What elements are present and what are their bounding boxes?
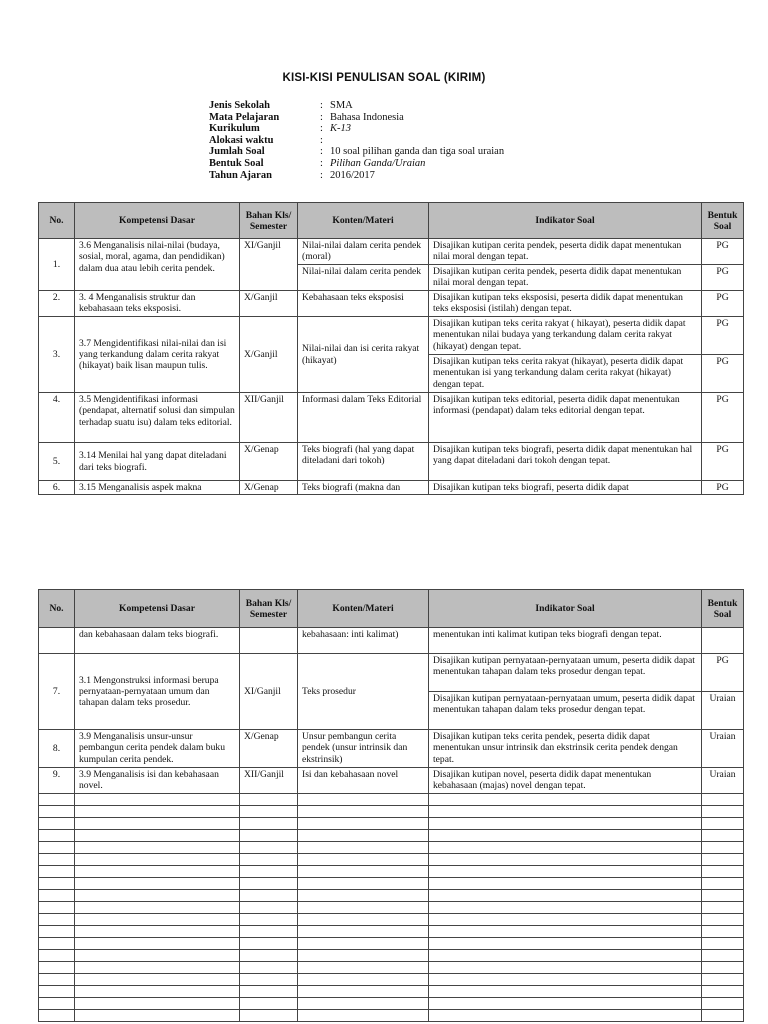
info-colon: : — [320, 111, 323, 123]
empty-cell — [75, 830, 240, 842]
header-konten-materi: Konten/Materi — [298, 590, 429, 628]
empty-cell — [429, 818, 702, 830]
info-row-kurikulum — [209, 123, 504, 135]
cell-kompetensi: 3.7 Mengidentifikasi nilai-nilai dan isi yang terkandung dalam cerita rakyat (hikayat) baik lisan maupun tulis. — [75, 317, 240, 393]
cell-kompetensi: 3.9 Menganalisis unsur-unsur pembangun cerita pendek dalam buku kumpulan cerita pendek. — [75, 730, 240, 768]
empty-cell — [75, 998, 240, 1010]
empty-cell — [39, 902, 75, 914]
empty-cell — [429, 890, 702, 902]
info-colon: : — [320, 157, 323, 169]
cell-konten: Nilai-nilai dalam cerita pendek (moral) — [298, 239, 429, 265]
cell-kelas: XII/Ganjil — [240, 393, 298, 443]
info-colon: : — [320, 100, 323, 111]
empty-cell — [39, 1010, 75, 1022]
header-bentuk-soal: Bentuk Soal — [702, 590, 744, 628]
empty-cell — [39, 794, 75, 806]
cell-no: 7. — [39, 654, 75, 730]
empty-table-row — [39, 902, 744, 914]
empty-cell — [702, 902, 744, 914]
empty-cell — [429, 878, 702, 890]
empty-cell — [75, 818, 240, 830]
table-row — [39, 654, 744, 692]
cell-indikator: menentukan inti kalimat kutipan teks biografi dengan tepat. — [429, 628, 702, 654]
empty-cell — [75, 926, 240, 938]
header-no: No. — [39, 590, 75, 628]
empty-cell — [240, 830, 298, 842]
cell-no: 9. — [39, 768, 75, 794]
empty-cell — [75, 866, 240, 878]
empty-cell — [39, 866, 75, 878]
cell-konten: Isi dan kebahasaan novel — [298, 768, 429, 794]
empty-cell — [298, 794, 429, 806]
empty-cell — [39, 974, 75, 986]
cell-kompetensi: 3.9 Menganalisis isi dan kebahasaan novel. — [75, 768, 240, 794]
cell-bentuk: PG — [702, 291, 744, 317]
empty-cell — [429, 974, 702, 986]
empty-cell — [39, 926, 75, 938]
empty-cell — [240, 854, 298, 866]
empty-table-row — [39, 998, 744, 1010]
cell-konten: Nilai-nilai dalam cerita pendek — [298, 265, 429, 291]
table-row — [39, 291, 744, 317]
cell-konten: Teks biografi (hal yang dapat diteladani dari tokoh) — [298, 443, 429, 481]
cell-kelas: XI/Ganjil — [240, 239, 298, 291]
empty-cell — [240, 914, 298, 926]
empty-cell — [429, 962, 702, 974]
cell-indikator: Disajikan kutipan teks biografi, peserta didik dapat menentukan hal yang dapat diteladani dari tokoh dengan tepat. — [429, 443, 702, 481]
empty-cell — [298, 1010, 429, 1022]
cell-no — [39, 628, 75, 654]
info-colon: : — [320, 146, 323, 158]
info-row-tahun-ajaran — [209, 170, 504, 182]
empty-cell — [429, 902, 702, 914]
empty-table-row — [39, 818, 744, 830]
blank-rows — [39, 794, 744, 1022]
header-indikator-soal: Indikator Soal — [429, 590, 702, 628]
empty-cell — [298, 890, 429, 902]
header-bahan-kelas: Bahan Kls/ Semester — [240, 590, 298, 628]
empty-cell — [429, 794, 702, 806]
cell-no: 1. — [39, 239, 75, 291]
cell-no: 6. — [39, 481, 75, 495]
cell-indikator: Disajikan kutipan cerita pendek, peserta didik dapat menentukan nilai moral dengan tepat. — [429, 239, 702, 265]
empty-cell — [75, 842, 240, 854]
header-bentuk-soal: Bentuk Soal — [702, 203, 744, 239]
info-colon: : — [320, 134, 323, 146]
cell-kelas: X/Ganjil — [240, 317, 298, 393]
info-label: Mata Pelajaran — [209, 111, 280, 123]
cell-indikator: Disajikan kutipan novel, peserta didik dapat menentukan kebahasaan (majas) novel dengan tepat. — [429, 768, 702, 794]
header-bahan-kelas: Bahan Kls/ Semester — [240, 203, 298, 239]
info-row-mata-pelajaran — [209, 112, 504, 124]
cell-kompetensi: 3.6 Menganalisis nilai-nilai (budaya, sosial, moral, agama, dan pendidikan) dalam dua atau lebih cerita pendek. — [75, 239, 240, 291]
info-row-bentuk-soal — [209, 158, 504, 170]
empty-cell — [75, 950, 240, 962]
empty-cell — [240, 998, 298, 1010]
empty-cell — [75, 974, 240, 986]
empty-cell — [39, 890, 75, 902]
empty-cell — [240, 842, 298, 854]
empty-cell — [702, 914, 744, 926]
empty-cell — [240, 938, 298, 950]
empty-cell — [702, 806, 744, 818]
info-value: SMA — [330, 100, 353, 111]
empty-table-row — [39, 842, 744, 854]
empty-cell — [298, 998, 429, 1010]
empty-cell — [702, 926, 744, 938]
empty-table-row — [39, 854, 744, 866]
empty-cell — [429, 866, 702, 878]
info-value: K-13 — [330, 123, 351, 135]
info-label: Tahun Ajaran — [209, 169, 272, 181]
cell-bentuk — [702, 628, 744, 654]
empty-table-row — [39, 974, 744, 986]
table-row — [39, 317, 744, 355]
cell-kelas: X/Genap — [240, 481, 298, 495]
info-label: Alokasi waktu — [209, 134, 274, 146]
document-info — [209, 100, 504, 181]
empty-cell — [39, 830, 75, 842]
empty-cell — [240, 926, 298, 938]
cell-indikator: Disajikan kutipan teks cerita rakyat (hikayat), peserta didik dapat menentukan isi yang terkandung dalam cerita rakyat (hikayat) dengan tepat. — [429, 355, 702, 393]
cell-bentuk: Uraian — [702, 692, 744, 730]
empty-table-row — [39, 794, 744, 806]
cell-bentuk: PG — [702, 265, 744, 291]
info-label: Bentuk Soal — [209, 157, 264, 169]
empty-cell — [429, 914, 702, 926]
cell-no: 4. — [39, 393, 75, 443]
empty-table-row — [39, 806, 744, 818]
table-header-row — [39, 590, 744, 628]
cell-indikator: Disajikan kutipan pernyataan-pernyataan umum, peserta didik dapat menentukan tahapan dalam teks prosedur dengan tepat. — [429, 654, 702, 692]
empty-cell — [702, 986, 744, 998]
cell-bentuk: Uraian — [702, 730, 744, 768]
empty-cell — [298, 938, 429, 950]
empty-cell — [240, 902, 298, 914]
empty-cell — [75, 914, 240, 926]
empty-cell — [298, 926, 429, 938]
empty-table-row — [39, 1010, 744, 1022]
cell-konten: Unsur pembangun cerita pendek (unsur intrinsik dan ekstrinsik) — [298, 730, 429, 768]
table-header-row — [39, 203, 744, 239]
empty-cell — [298, 806, 429, 818]
header-konten-materi: Konten/Materi — [298, 203, 429, 239]
cell-bentuk: PG — [702, 355, 744, 393]
cell-kelas: X/Genap — [240, 443, 298, 481]
empty-cell — [240, 890, 298, 902]
info-colon: : — [320, 169, 323, 181]
cell-bentuk: Uraian — [702, 768, 744, 794]
info-row-jenis-sekolah — [209, 100, 504, 112]
empty-cell — [298, 962, 429, 974]
empty-cell — [429, 806, 702, 818]
empty-cell — [702, 974, 744, 986]
cell-indikator: Disajikan kutipan pernyataan-pernyataan umum, peserta didik dapat menentukan tahapan dalam teks prosedur dengan tepat. — [429, 692, 702, 730]
empty-cell — [702, 962, 744, 974]
cell-kompetensi: 3. 4 Menganalisis struktur dan kebahasaan teks eksposisi. — [75, 291, 240, 317]
empty-cell — [39, 962, 75, 974]
empty-table-row — [39, 830, 744, 842]
empty-cell — [702, 830, 744, 842]
empty-cell — [240, 818, 298, 830]
empty-cell — [298, 974, 429, 986]
cell-kompetensi: 3.5 Mengidentifikasi informasi (pendapat, alternatif solusi dan simpulan terhadap suatu isu) dalam teks editorial. — [75, 393, 240, 443]
cell-bentuk: PG — [702, 239, 744, 265]
header-kompetensi-dasar: Kompetensi Dasar — [75, 203, 240, 239]
cell-indikator: Disajikan kutipan teks cerita pendek, peserta didik dapat menentukan unsur intrinsik dan ekstrinsik cerita pendek dengan tepat. — [429, 730, 702, 768]
empty-cell — [75, 890, 240, 902]
empty-cell — [702, 890, 744, 902]
empty-cell — [75, 938, 240, 950]
kisi-kisi-table-page-2 — [38, 589, 744, 1022]
info-row-alokasi-waktu — [209, 135, 504, 147]
empty-cell — [39, 950, 75, 962]
cell-konten: Nilai-nilai dan isi cerita rakyat (hikayat) — [298, 317, 429, 393]
info-label: Jumlah Soal — [209, 146, 265, 158]
table-row — [39, 730, 744, 768]
table-row — [39, 481, 744, 495]
header-no: No. — [39, 203, 75, 239]
empty-table-row — [39, 890, 744, 902]
cell-bentuk: PG — [702, 443, 744, 481]
cell-bentuk: PG — [702, 393, 744, 443]
empty-cell — [429, 830, 702, 842]
empty-cell — [240, 806, 298, 818]
cell-bentuk: PG — [702, 317, 744, 355]
cell-kompetensi: 3.1 Mengonstruksi informasi berupa pernyataan-pernyataan umum dan tahapan dalam teks prosedur. — [75, 654, 240, 730]
empty-cell — [75, 806, 240, 818]
empty-cell — [429, 986, 702, 998]
cell-kelas: XI/Ganjil — [240, 654, 298, 730]
empty-cell — [39, 986, 75, 998]
empty-cell — [240, 974, 298, 986]
table-row — [39, 768, 744, 794]
empty-cell — [702, 794, 744, 806]
empty-cell — [39, 938, 75, 950]
empty-cell — [298, 902, 429, 914]
info-label: Jenis Sekolah — [209, 100, 270, 111]
empty-cell — [298, 914, 429, 926]
cell-indikator: Disajikan kutipan teks eksposisi, peserta didik dapat menentukan teks eksposisi (istilah) dengan tepat. — [429, 291, 702, 317]
empty-cell — [39, 806, 75, 818]
empty-cell — [702, 998, 744, 1010]
cell-konten: Teks prosedur — [298, 654, 429, 730]
empty-cell — [298, 830, 429, 842]
kisi-kisi-table-page-1 — [38, 202, 744, 495]
cell-no: 3. — [39, 317, 75, 393]
cell-no: 8. — [39, 730, 75, 768]
empty-cell — [429, 950, 702, 962]
empty-cell — [298, 818, 429, 830]
empty-cell — [39, 818, 75, 830]
header-kompetensi-dasar: Kompetensi Dasar — [75, 590, 240, 628]
cell-konten: kebahasaan: inti kalimat) — [298, 628, 429, 654]
empty-cell — [75, 902, 240, 914]
empty-cell — [298, 866, 429, 878]
cell-kelas: X/Ganjil — [240, 291, 298, 317]
cell-konten: Teks biografi (makna dan — [298, 481, 429, 495]
empty-cell — [298, 950, 429, 962]
empty-cell — [298, 842, 429, 854]
cell-indikator: Disajikan kutipan teks biografi, peserta didik dapat — [429, 481, 702, 495]
empty-cell — [298, 854, 429, 866]
empty-cell — [39, 842, 75, 854]
empty-cell — [702, 950, 744, 962]
empty-cell — [298, 878, 429, 890]
cell-kelas: XII/Ganjil — [240, 768, 298, 794]
empty-table-row — [39, 914, 744, 926]
info-value: 2016/2017 — [330, 169, 375, 181]
info-value: 10 soal pilihan ganda dan tiga soal uraian — [330, 146, 505, 158]
empty-cell — [75, 986, 240, 998]
cell-indikator: Disajikan kutipan cerita pendek, peserta didik dapat menentukan nilai moral dengan tepat. — [429, 265, 702, 291]
empty-table-row — [39, 878, 744, 890]
empty-cell — [75, 854, 240, 866]
cell-no: 5. — [39, 443, 75, 481]
empty-cell — [240, 962, 298, 974]
info-label: Kurikulum — [209, 123, 260, 135]
header-indikator-soal: Indikator Soal — [429, 203, 702, 239]
empty-cell — [240, 1010, 298, 1022]
empty-cell — [429, 998, 702, 1010]
empty-cell — [240, 950, 298, 962]
cell-kompetensi: 3.14 Menilai hal yang dapat diteladani dari teks biografi. — [75, 443, 240, 481]
empty-cell — [39, 878, 75, 890]
empty-cell — [39, 998, 75, 1010]
empty-cell — [240, 866, 298, 878]
cell-bentuk: PG — [702, 481, 744, 495]
cell-no: 2. — [39, 291, 75, 317]
cell-kompetensi: dan kebahasaan dalam teks biografi. — [75, 628, 240, 654]
empty-table-row — [39, 986, 744, 998]
cell-konten: Informasi dalam Teks Editorial — [298, 393, 429, 443]
cell-indikator: Disajikan kutipan teks editorial, peserta didik dapat menentukan informasi (pendapat) dalam teks editorial dengan tepat. — [429, 393, 702, 443]
table-row — [39, 393, 744, 443]
empty-cell — [429, 854, 702, 866]
table-row — [39, 443, 744, 481]
empty-cell — [429, 842, 702, 854]
empty-table-row — [39, 950, 744, 962]
cell-konten: Kebahasaan teks eksposisi — [298, 291, 429, 317]
empty-cell — [702, 878, 744, 890]
table-row — [39, 628, 744, 654]
empty-cell — [429, 938, 702, 950]
empty-cell — [429, 926, 702, 938]
empty-table-row — [39, 926, 744, 938]
cell-kelas: X/Genap — [240, 730, 298, 768]
empty-cell — [75, 962, 240, 974]
empty-cell — [429, 1010, 702, 1022]
document-title: KISI-KISI PENULISAN SOAL (KIRIM) — [282, 72, 486, 84]
cell-kompetensi: 3.15 Menganalisis aspek makna — [75, 481, 240, 495]
info-colon: : — [320, 123, 323, 135]
empty-cell — [702, 1010, 744, 1022]
empty-cell — [75, 794, 240, 806]
empty-table-row — [39, 938, 744, 950]
empty-table-row — [39, 962, 744, 974]
info-row-jumlah-soal — [209, 146, 504, 158]
info-value: Pilihan Ganda/Uraian — [330, 157, 426, 169]
empty-table-row — [39, 866, 744, 878]
empty-cell — [702, 854, 744, 866]
empty-cell — [39, 854, 75, 866]
cell-bentuk: PG — [702, 654, 744, 692]
empty-cell — [240, 794, 298, 806]
table-row — [39, 239, 744, 265]
empty-cell — [39, 914, 75, 926]
info-value: Bahasa Indonesia — [330, 111, 404, 123]
empty-cell — [702, 818, 744, 830]
empty-cell — [240, 878, 298, 890]
empty-cell — [75, 878, 240, 890]
cell-indikator: Disajikan kutipan teks cerita rakyat ( hikayat), peserta didik dapat menentukan nilai budaya yang terkandung dalam cerita rakyat (hikayat) dengan tepat. — [429, 317, 702, 355]
empty-cell — [75, 1010, 240, 1022]
cell-kelas — [240, 628, 298, 654]
empty-cell — [702, 866, 744, 878]
empty-cell — [702, 842, 744, 854]
empty-cell — [702, 938, 744, 950]
empty-cell — [240, 986, 298, 998]
empty-cell — [298, 986, 429, 998]
